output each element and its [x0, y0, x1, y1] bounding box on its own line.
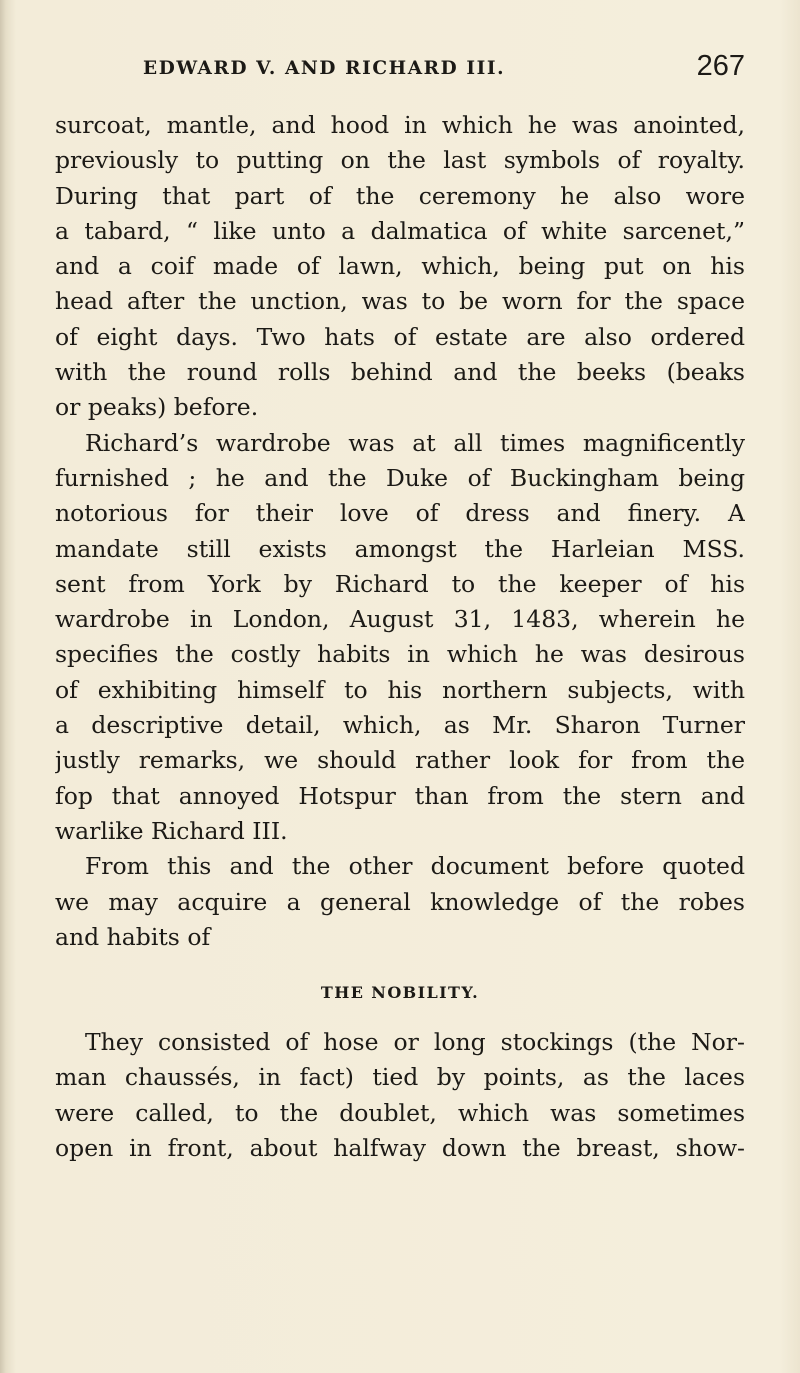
text-line: or peaks) before. [55, 393, 259, 422]
text-line: man chaussés, in fact) tied by points, as the laces [55, 1063, 745, 1092]
paragraph-3 [55, 849, 745, 955]
paragraph-2 [55, 426, 745, 850]
text-line: mandate still exists amongst the Harleian MSS. [55, 534, 745, 563]
text-line: head after the unction, was to be worn for the space [55, 287, 745, 316]
text-line: we may acquire a general knowledge of the robes [55, 887, 745, 916]
text-line: warlike Richard III. [55, 816, 288, 845]
text-line: specifies the costly habits in which he was desirous [55, 640, 745, 669]
text-line: wardrobe in London, August 31, 1483, wherein he [55, 605, 745, 634]
paragraph-4 [55, 1025, 745, 1166]
running-head: EDWARD V. AND RICHARD III. [143, 58, 506, 79]
text-line: and a coif made of lawn, which, being put on his [55, 252, 745, 281]
text-line: were called, to the doublet, which was sometimes [55, 1098, 745, 1127]
text-line: fop that annoyed Hotspur than from the stern and [55, 781, 745, 810]
text-line: furnished ; he and the Duke of Buckingham being [55, 463, 745, 492]
section-heading: THE NOBILITY. [320, 983, 480, 1003]
text-line: open in front, about halfway down the breast, show- [55, 1134, 745, 1163]
text-line: From this and the other document before quoted [85, 852, 745, 881]
text-line: notorious for their love of dress and finery. A [55, 499, 745, 528]
page-header [55, 50, 745, 90]
paragraph-1 [55, 108, 745, 426]
text-line: justly remarks, we should rather look for from the [55, 746, 745, 775]
text-line: previously to putting on the last symbols of royalty. [55, 146, 745, 175]
text-line: a tabard, “ like unto a dalmatica of white sarcenet,” [55, 216, 745, 245]
text-line: They consisted of hose or long stockings (the Nor- [85, 1028, 745, 1057]
text-line: During that part of the ceremony he also wore [55, 181, 745, 210]
body-text [55, 108, 745, 1166]
text-line: and habits of [55, 922, 211, 951]
text-line: a descriptive detail, which, as Mr. Sharon Turner [55, 711, 745, 740]
text-line: surcoat, mantle, and hood in which he was anointed, [55, 111, 745, 139]
text-line: of eight days. Two hats of estate are also ordered [55, 322, 745, 351]
text-line: Richard’s wardrobe was at all times magnificently [85, 428, 745, 457]
text-line: of exhibiting himself to his northern subjects, with [55, 675, 745, 704]
text-line: with the round rolls behind and the beeks (beaks [55, 358, 745, 387]
page-number: 267 [696, 50, 745, 82]
text-line: sent from York by Richard to the keeper of his [55, 569, 745, 598]
